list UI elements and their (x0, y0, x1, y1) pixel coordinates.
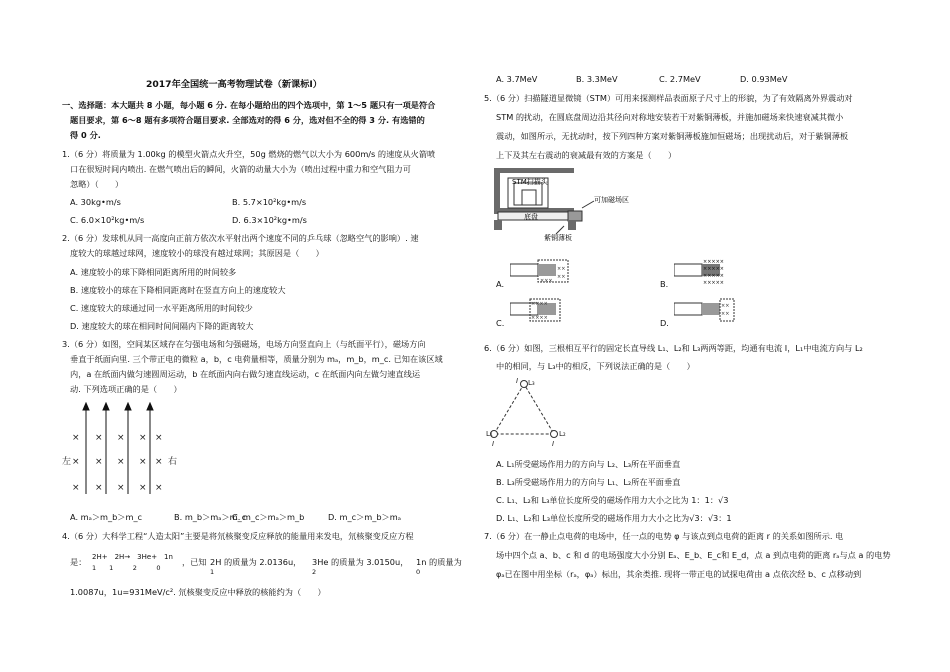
q4-mass-n-sub: 0 (416, 568, 421, 576)
q6-option-b: B. L₃所受磁场作用力的方向与 L₁、L₂所在平面垂直 (496, 477, 681, 487)
q1-option-d: D. 6.3×10²kg•m/s (232, 215, 307, 225)
q3-field-arrows (83, 403, 153, 494)
q6-wire-diagram (486, 376, 576, 448)
q2-option-b: B. 速度较小的球在下降相同距离时在竖直方向上的速度较大 (70, 285, 286, 295)
q1-option-c: C. 6.0×10²kg•m/s (70, 215, 145, 225)
q4-line1: 4.（6 分）大科学工程“人造太阳”主要是将氘核聚变反应释放的能量用来发电，氘核聚变反应方程 (62, 531, 414, 541)
q5-base-label: 底盘 (524, 213, 538, 221)
q6-option-d: D. L₁、L₂和 L₃单位长度所受的磁场作用力大小之比为√3：√3：1 (496, 513, 732, 523)
q3-line3: 内，a 在纸面内做匀速圆周运动，b 在纸面内向右做匀速直线运动，c 在纸面内向左做匀速直线运 (70, 369, 421, 379)
q3-field-diagram (62, 402, 222, 497)
q4-mass-he3: 3He 的质量为 3.0150u， (312, 557, 409, 567)
q4-line2-start: 是： (70, 557, 87, 567)
section-heading-line1: 一、选择题：本大题共 8 小题，每小题 6 分. 在每小题给出的四个选项中，第 1～5 题只有一项是符合 (62, 100, 436, 110)
svg-text:×: × (155, 483, 163, 493)
q3-option-a: A. mₐ＞m_b＞m_c (70, 512, 143, 522)
svg-text:×: × (139, 433, 147, 443)
q5-option-d: D. (660, 318, 669, 328)
q3-option-d: D. m_c＞m_b＞mₐ (328, 512, 401, 522)
q4-option-b: B. 3.3MeV (576, 74, 618, 84)
q7-line3: φₐ已在图中用坐标（rₐ，φₐ）标出，其余类推. 现将一带正电的试探电荷由 a 点依次经 b、c 点移动到 (496, 569, 862, 579)
svg-text:×: × (117, 433, 125, 443)
q6-line2: 中的相同，与 L₃中的相反，下列说法正确的是（ ） (496, 361, 695, 371)
svg-text:×: × (155, 433, 163, 443)
q1-line1: 1.（6 分）将质量为 1.00kg 的模型火箭点火升空，50g 燃烧的燃气以大小为 600m/s 的速度从火箭喷 (62, 149, 436, 159)
q5-area-label: 可加磁场区 (594, 196, 629, 204)
q5-option-b: B. (660, 279, 669, 289)
svg-text:×: × (117, 457, 125, 467)
q4-option-c: C. 2.7MeV (659, 74, 701, 84)
q3-option-b: B. m_b＞mₐ＞m_c (174, 512, 247, 522)
q5-option-a-diagram (510, 258, 574, 286)
svg-text:××: ×× (721, 303, 730, 309)
q5-stm-label: STM扫描头 (512, 178, 548, 186)
svg-text:×××××: ××××× (703, 280, 724, 286)
q5-line2: STM 的扰动，在圆底盘周边沿其径向对称地安装若干对紫铜薄板，并施加磁场来快速衰减其微小 (496, 112, 844, 122)
section-heading-line3: 得 0 分. (70, 130, 101, 140)
svg-text:××: ×× (557, 266, 566, 272)
q6-line1: 6.（6 分）如图，三根相互平行的固定长直导线 L₁、L₂和 L₃两两等距，均通有电流 I，L₁中电流方向与 L₂ (484, 343, 863, 353)
q2-option-a: A. 速度较小的球下降相同距离所用的时间较多 (70, 267, 237, 277)
q4-equation: 2H+ 2H→ 3He+ 1n (92, 553, 173, 561)
q5-line3: 震动，如图所示，无扰动时，按下列四种方案对紫铜薄板施加恒磁场；出现扰动后，对于紫铜薄板 (496, 131, 849, 141)
svg-text:×: × (95, 433, 103, 443)
q3-option-c: C. m_c＞mₐ＞m_b (232, 512, 305, 522)
q3-line2: 垂直于纸面向里. 三个带正电的微粒 a，b，c 电荷量相等，质量分别为 mₐ，m_b，m_c. 已知在该区域 (70, 354, 443, 364)
q2-option-c: C. 速度较大的球通过同一水平距离所用的时间较少 (70, 303, 253, 313)
q5-option-c: C. (496, 318, 505, 328)
q5-option-b-diagram (674, 258, 738, 286)
svg-text:I: I (516, 377, 519, 385)
svg-text:××: ×× (721, 311, 730, 317)
q4-line3: 1.0087u，1u=931MeV/c². 氘核聚变反应中释放的核能约为（ ） (70, 587, 326, 597)
q6-option-c: C. L₁、L₂和 L₃单位长度所受的磁场作用力大小之比为 1：1：√3 (496, 495, 729, 505)
svg-text:×: × (95, 457, 103, 467)
q2-line2: 度较大的球越过球网，速度较小的球没有越过球网；其原因是（ ） (70, 248, 324, 258)
svg-text:××××: ×××× (531, 301, 548, 307)
svg-text:×: × (139, 483, 147, 493)
svg-text:I: I (492, 440, 495, 448)
q1-option-b: B. 5.7×10²kg•m/s (232, 197, 307, 207)
q5-stm-diagram (494, 168, 644, 248)
q5-line4: 上下及其左右震动的衰减最有效的方案是（ ） (496, 150, 677, 160)
q1-line3: 忽略）（ ） (70, 179, 124, 189)
q6-label-l3: L₃ (528, 379, 535, 387)
svg-text:××××: ×××× (531, 315, 548, 321)
q4-equation-sub: 1 1 2 0 (92, 564, 161, 572)
q6-label-l2: L₂ (559, 430, 566, 438)
svg-text:××: ×× (557, 274, 566, 280)
svg-text:×: × (95, 483, 103, 493)
q4-mass-h2: 2H 的质量为 2.0136u， (210, 557, 302, 567)
q5-line1: 5.（6 分）扫描隧道显微镜（STM）可用来探测样品表面原子尺寸上的形貌，为了有效隔离外界震动对 (484, 93, 853, 103)
svg-text:×: × (117, 483, 125, 493)
q3-line4: 动. 下列选项正确的是（ ） (70, 384, 182, 394)
svg-text:×××××: ××××× (703, 273, 724, 279)
svg-text:I: I (552, 440, 555, 448)
q2-option-d: D. 速度较大的球在相同时间间隔内下降的距离较大 (70, 321, 254, 331)
q1-option-a: A. 30kg•m/s (70, 197, 121, 207)
q5-option-c-diagram (510, 297, 574, 325)
q4-mass-he3-sub: 2 (312, 568, 317, 576)
q3-line1: 3.（6 分）如图，空间某区域存在匀强电场和匀强磁场，电场方向竖直向上（与纸面平行），磁场方向 (62, 339, 426, 349)
q3-left-label: 左 (62, 457, 72, 467)
q4-mass-h2-sub: 1 (210, 568, 215, 576)
q5-option-a: A. (496, 279, 505, 289)
svg-text:×: × (72, 457, 80, 467)
q4-mass-n: 1n 的质量为 (416, 557, 462, 567)
q1-line2: 口在很短时间内喷出. 在燃气喷出后的瞬间，火箭的动量大小为（喷出过程中重力和空气阻力可 (70, 164, 411, 174)
q6-label-l1: L₁ (486, 430, 493, 438)
q6-option-a: A. L₁所受磁场作用力的方向与 L₂、L₃所在平面垂直 (496, 459, 681, 469)
q4-known: ，已知 (182, 557, 207, 567)
q7-line1: 7.（6 分）在一静止点电荷的电场中，任一点的电势 φ 与该点到点电荷的距离 r 的关系如图所示. 电 (484, 531, 844, 541)
svg-text:×××××: ××××× (703, 266, 724, 272)
section-heading-line2: 题目要求，第 6～8 题有多项符合题目要求. 全部选对的得 6 分，选对但不全的得 3 分. 有选错的 (70, 115, 425, 125)
q3-right-label: 右 (168, 457, 178, 467)
svg-text:×: × (72, 483, 80, 493)
svg-text:×: × (72, 433, 80, 443)
q5-plate-label: 紫铜薄板 (544, 234, 572, 242)
q4-option-a: A. 3.7MeV (496, 74, 538, 84)
q5-option-d-diagram (674, 297, 738, 325)
svg-text:×: × (139, 457, 147, 467)
page-title: 2017年全国统一高考物理试卷（新课标Ⅰ） (146, 79, 322, 90)
svg-text:×××××: ××××× (703, 259, 724, 265)
q2-line1: 2.（6 分）发球机从同一高度向正前方依次水平射出两个速度不同的乒乓球（忽略空气的影响）. 速 (62, 233, 419, 243)
svg-text:×: × (155, 457, 163, 467)
q4-option-d: D. 0.93MeV (740, 74, 788, 84)
svg-text:×××: ××× (540, 278, 553, 284)
q7-line2: 场中四个点 a、b、c 和 d 的电场强度大小分别 Eₐ、E_b、E_c和 E_d，点 a 到点电荷的距离 rₐ与点 a 的电势 (496, 550, 891, 560)
